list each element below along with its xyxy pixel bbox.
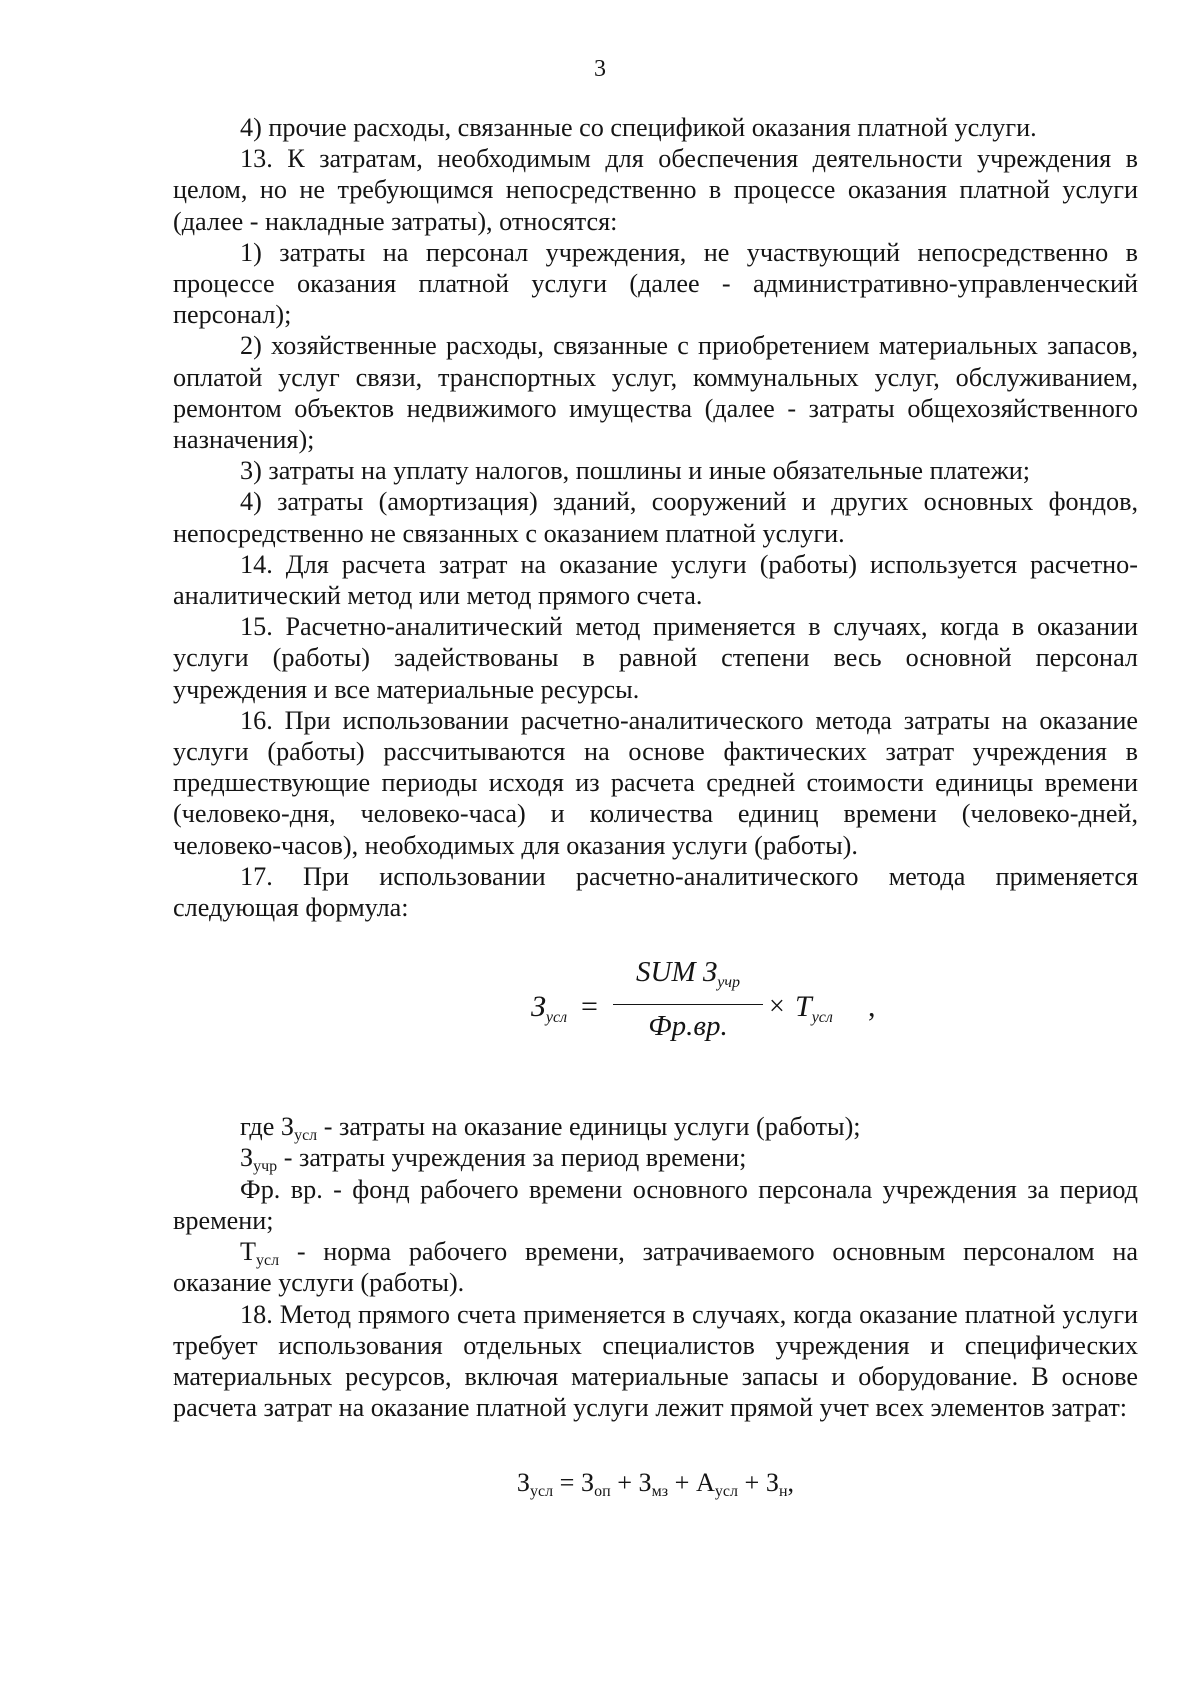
paragraph: 18. Метод прямого счета применяется в случаях, когда оказание платной услуги требует использования отдельных специалистов учреждения и специфических материальных ресурсов, включая материальные запасы и оборудование. В основе расчета затрат на оказание платной услуги лежит прямой учет всех элементов затрат:: [173, 1299, 1138, 1423]
definition-line: $Т_{усл}$ - норма рабочего времени, затрачиваемого основным персоналом на оказание услуги (работы).: [173, 1237, 1138, 1298]
formula-fraction: [613, 953, 763, 1045]
paragraph: 2) хозяйственные расходы, связанные с приобретением материальных запасов, оплатой услуг связи, транспортных услуг, коммунальных услуг, обслуживанием, ремонтом объектов недвижимого имущества (далее - затраты общехозяйственного назначения);: [173, 331, 1138, 455]
paragraph: 4) затраты (амортизация) зданий, сооружений и других основных фондов, непосредственно не связанных с оказанием платной услуги.: [173, 487, 1138, 548]
definition-line: где $З_{усл}$ - затраты на оказание единицы услуги (работы);: [240, 1112, 861, 1145]
formula-comma: ,: [868, 990, 876, 1024]
paragraph: 4) прочие расходы, связанные со спецификой оказания платной услуги.: [240, 113, 1037, 142]
definition-line: Фр. вр. - фонд рабочего времени основного персонала учреждения за период времени;: [173, 1174, 1138, 1235]
formula-equals: =: [581, 990, 598, 1024]
direct-cost-formula: $З_{усл} = З_{оп} + З_{мз} + А_{усл} + З_н$,: [516, 1468, 795, 1501]
formula-times: ×: [769, 991, 785, 1023]
document-body: [173, 112, 1138, 1499]
formula-denominator: Фр.вр.: [648, 1010, 728, 1043]
paragraph: 13. К затратам, необходимым для обеспечения деятельности учреждения в целом, но не требующимся непосредственно в процессе оказания платной услуги (далее - накладные затраты), относятся:: [173, 144, 1138, 236]
definition-line: $З_{учр}$ - затраты учреждения за период времени;: [240, 1143, 747, 1176]
paragraph: 16. При использовании расчетно-аналитического метода затраты на оказание услуги (работы) рассчитываются на основе фактических затрат учреждения в предшествующие периоды исходя из расчета средней стоимости единицы времени (человеко-дня, человеко-часа) и количества единиц времени (человеко-дней, человеко-часов), необходимых для оказания услуги (работы).: [173, 705, 1138, 860]
paragraph: 14. Для расчета затрат на оказание услуги (работы) используется расчетно-аналитический метод или метод прямого счета.: [173, 549, 1138, 611]
fraction-bar: [613, 1004, 763, 1005]
paragraph: 1) затраты на персонал учреждения, не участвующий непосредственно в процессе оказания платной услуги (далее - административно-управленческий персонал);: [173, 237, 1138, 330]
paragraph: 3) затраты на уплату налогов, пошлины и иные обязательные платежи;: [240, 456, 1031, 486]
cost-formula: [173, 945, 1138, 1095]
formula-lhs: $З_{усл}$: [531, 990, 568, 1027]
page-number: 3: [594, 56, 606, 82]
formula-t-term: $T_{усл}$: [795, 990, 833, 1027]
paragraph: 15. Расчетно-аналитический метод применяется в случаях, когда в оказании услуги (работы) задействованы в равной степени весь основной персонал учреждения и все материальные ресурсы.: [173, 612, 1138, 704]
formula-numerator: SUM $З_{учр}$: [636, 956, 740, 992]
paragraph: 17. При использовании расчетно-аналитического метода применяется следующая формула:: [173, 861, 1138, 923]
